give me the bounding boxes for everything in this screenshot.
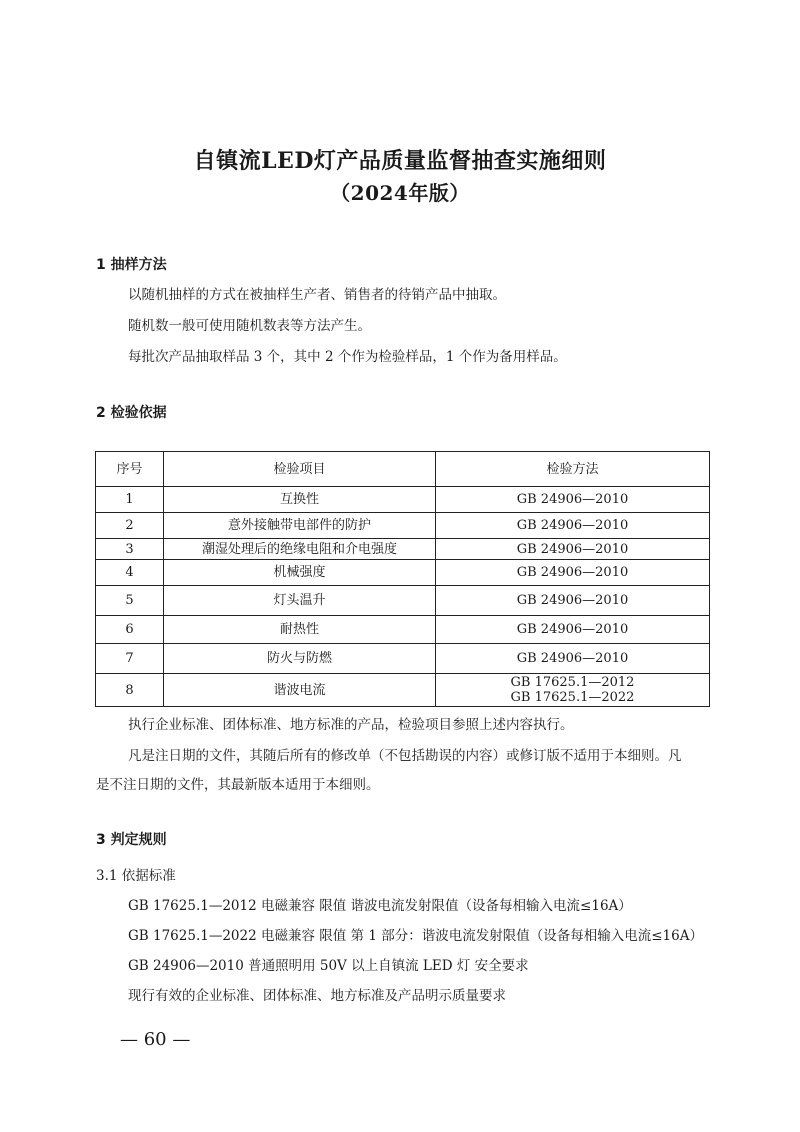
table-row xyxy=(96,586,710,616)
inspection-item: 灯头温升 xyxy=(164,586,436,616)
section-2-note-continued: 是不注日期的文件，其最新版本适用于本细则。 xyxy=(96,777,380,793)
section-3-heading: 3 判定规则 xyxy=(96,832,167,848)
table-header-row xyxy=(96,452,710,487)
inspection-method: GB 24906—2010 xyxy=(436,644,710,674)
table-row xyxy=(96,513,710,539)
document-title: 自镇流LED灯产品质量监督抽查实施细则 xyxy=(193,148,607,174)
row-number: 1 xyxy=(96,487,164,513)
inspection-method: GB 24906—2010 xyxy=(436,560,710,586)
inspection-method: GB 24906—2010 xyxy=(436,487,710,513)
standard-item: GB 24906—2010 普通照明用 50V 以上自镇流 LED 灯 安全要求 xyxy=(128,958,529,974)
inspection-item: 耐热性 xyxy=(164,616,436,644)
table-row xyxy=(96,674,710,707)
inspection-item: 意外接触带电部件的防护 xyxy=(164,513,436,539)
row-number: 4 xyxy=(96,560,164,586)
standard-item: GB 17625.1—2022 电磁兼容 限值 第 1 部分：谐波电流发射限值（设备每相输入电流≤16A） xyxy=(128,928,703,944)
standard-item: GB 17625.1—2012 电磁兼容 限值 谐波电流发射限值（设备每相输入电流≤16A） xyxy=(128,898,632,914)
table-row xyxy=(96,539,710,560)
row-number: 2 xyxy=(96,513,164,539)
document-edition: （2024年版） xyxy=(330,181,470,205)
section-1-paragraph: 随机数一般可使用随机数表等方法产生。 xyxy=(128,318,371,334)
row-number: 5 xyxy=(96,586,164,616)
inspection-method: GB 24906—2010 xyxy=(436,616,710,644)
column-header: 检验方法 xyxy=(436,452,710,487)
section-1-heading: 1 抽样方法 xyxy=(96,257,167,273)
column-header: 序号 xyxy=(96,452,164,487)
standard-item: 现行有效的企业标准、团体标准、地方标准及产品明示质量要求 xyxy=(128,988,506,1004)
table-row xyxy=(96,560,710,586)
inspection-table xyxy=(95,451,710,707)
inspection-item: 互换性 xyxy=(164,487,436,513)
page-number: — 60 — xyxy=(120,1029,191,1050)
section-1-paragraph: 以随机抽样的方式在被抽样生产者、销售者的待销产品中抽取。 xyxy=(128,287,506,303)
row-number: 6 xyxy=(96,616,164,644)
inspection-item: 防火与防燃 xyxy=(164,644,436,674)
inspection-item: 机械强度 xyxy=(164,560,436,586)
section-2-note: 凡是注日期的文件，其随后所有的修改单（不包括勘误的内容）或修订版不适用于本细则。凡 xyxy=(128,748,682,764)
table-row xyxy=(96,644,710,674)
column-header: 检验项目 xyxy=(164,452,436,487)
inspection-method xyxy=(436,674,710,707)
inspection-method: GB 24906—2010 xyxy=(436,539,710,560)
row-number: 7 xyxy=(96,644,164,674)
section-2-note: 执行企业标准、团体标准、地方标准的产品，检验项目参照上述内容执行。 xyxy=(128,717,574,733)
inspection-method: GB 24906—2010 xyxy=(436,513,710,539)
method-line: GB 17625.1—2012 xyxy=(510,675,635,690)
method-line: GB 17625.1—2022 xyxy=(510,690,635,705)
section-2-heading: 2 检验依据 xyxy=(96,405,167,421)
inspection-method: GB 24906—2010 xyxy=(436,586,710,616)
section-3-1-heading: 3.1 依据标准 xyxy=(96,868,176,884)
row-number: 8 xyxy=(96,674,164,707)
inspection-item: 潮湿处理后的绝缘电阻和介电强度 xyxy=(164,539,436,560)
inspection-item: 谐波电流 xyxy=(164,674,436,707)
row-number: 3 xyxy=(96,539,164,560)
table-row xyxy=(96,616,710,644)
section-1-paragraph: 每批次产品抽取样品 3 个，其中 2 个作为检验样品，1 个作为备用样品。 xyxy=(128,349,567,365)
table-row xyxy=(96,487,710,513)
